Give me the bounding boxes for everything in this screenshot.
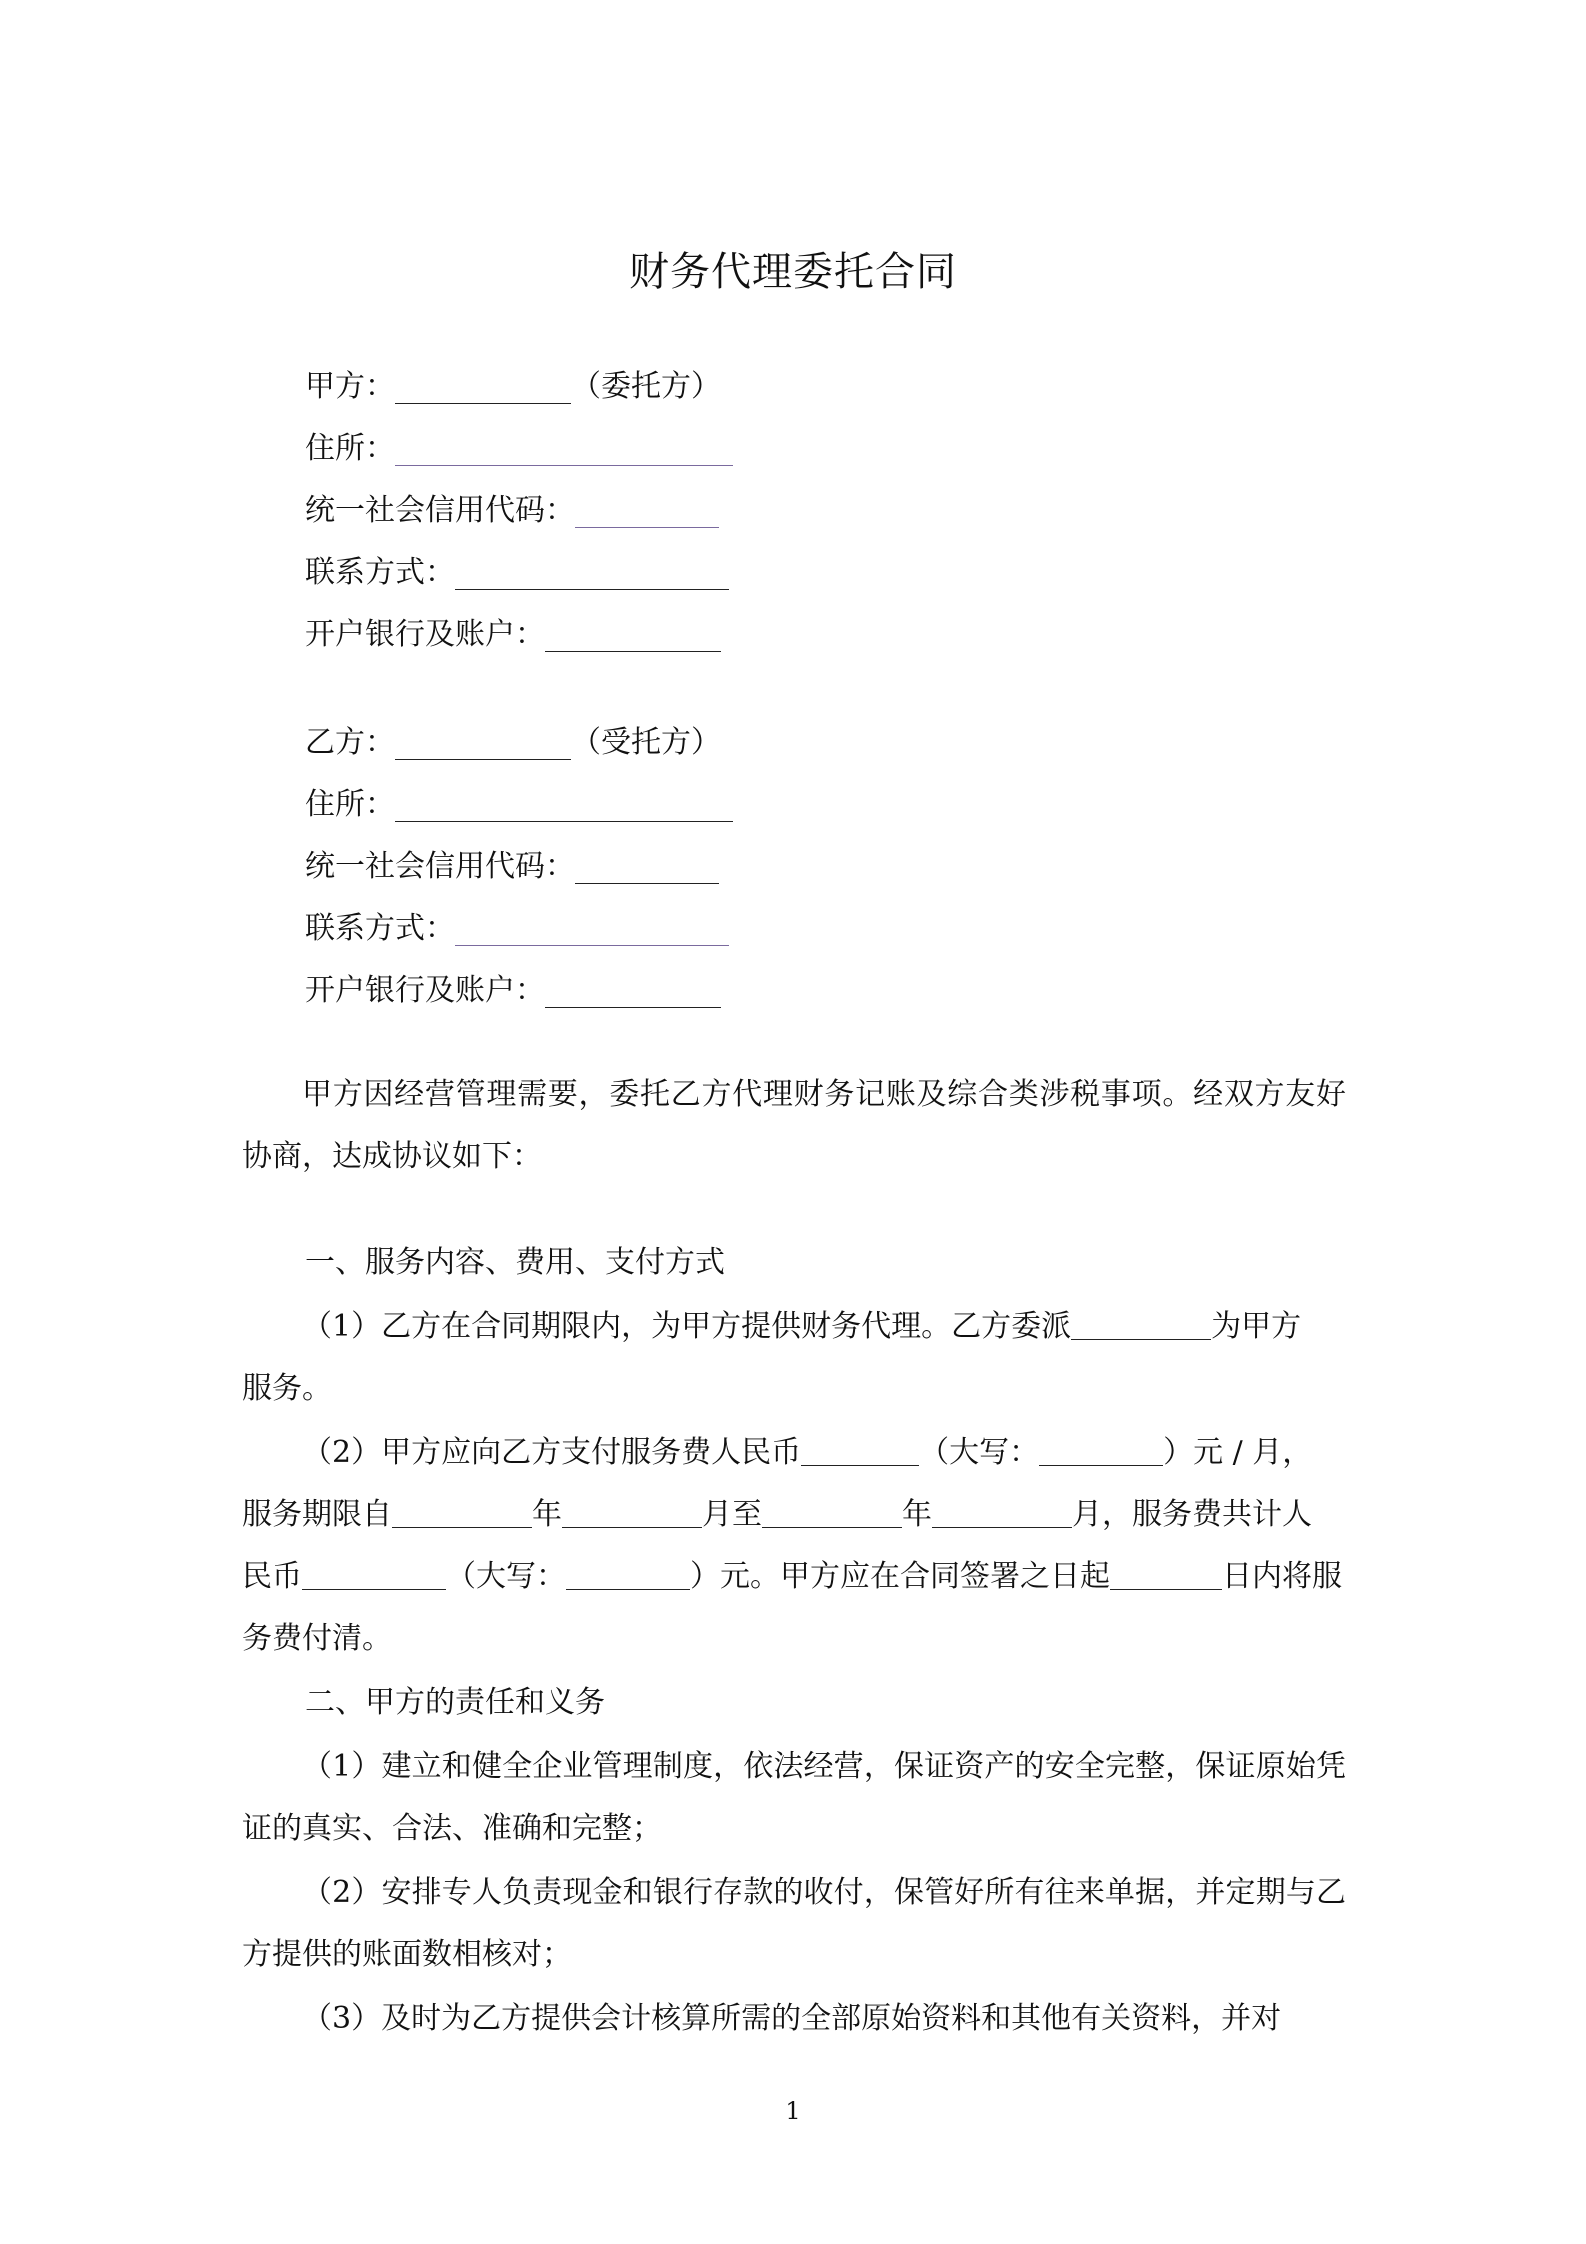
party-b-contact-label: 联系方式： [305, 911, 455, 946]
party-a-credit-code-label: 统一社会信用代码： [305, 493, 575, 528]
contract-title: 财务代理委托合同 [629, 249, 957, 295]
section-2-item-1: （1）建立和健全企业管理制度，依法经营，保证资产的安全完整，保证原始凭证的真实、合法、准确和完整； [242, 1749, 1346, 1846]
payment-deadline-tail: 日内将服 [1222, 1559, 1342, 1594]
start-month-label: 月至 [702, 1497, 762, 1532]
section-2-heading: 二、甲方的责任和义务 [305, 1685, 605, 1720]
party-a-role: （委托方） [571, 369, 721, 404]
party-b-name-blank[interactable] [395, 723, 571, 760]
total-fee-capital-label: （大写： [446, 1559, 566, 1594]
party-b-name-line [305, 718, 721, 768]
party-b-name-label: 乙方： [305, 725, 395, 760]
party-b-credit-code-line [305, 842, 719, 892]
party-a-contact-line [305, 548, 729, 598]
total-fee-text: 月，服务费共计人 [1072, 1497, 1312, 1532]
end-year-blank[interactable] [762, 1493, 902, 1528]
party-b-address-line [305, 780, 733, 830]
currency-text: 民币 [242, 1559, 302, 1594]
party-b-bank-label: 开户银行及账户： [305, 973, 545, 1008]
party-b-role: （受托方） [571, 725, 721, 760]
party-a-credit-code-line [305, 486, 719, 536]
start-year-label: 年 [532, 1497, 562, 1532]
end-year-label: 年 [902, 1497, 932, 1532]
page-number: 1 [785, 2097, 801, 2125]
payment-deadline-text: ）元。甲方应在合同签署之日起 [690, 1559, 1110, 1594]
section-1-item-1-end: 服务。 [242, 1371, 332, 1406]
end-month-blank[interactable] [932, 1493, 1072, 1528]
party-a-name-label: 甲方： [305, 369, 395, 404]
start-year-blank[interactable] [392, 1493, 532, 1528]
section-1-heading: 一、服务内容、费用、支付方式 [305, 1245, 725, 1280]
section-2-item-3: （3）及时为乙方提供会计核算所需的全部原始资料和其他有关资料，并对 [302, 2001, 1282, 2036]
party-b-address-label: 住所： [305, 787, 395, 822]
section-1-item-1-line-1 [242, 1296, 1346, 1358]
party-b-address-blank[interactable] [395, 785, 733, 822]
party-a-name-line [305, 362, 721, 412]
section-1-item-2-line-2 [242, 1484, 1346, 1546]
assigned-staff-blank[interactable] [1071, 1305, 1211, 1340]
fee-capital-label: （大写： [919, 1435, 1040, 1470]
section-1-item-1-text: （1）乙方在合同期限内，为甲方提供财务代理。乙方委派 [302, 1309, 1072, 1344]
payment-days-blank[interactable] [1110, 1555, 1222, 1590]
start-month-blank[interactable] [562, 1493, 702, 1528]
party-b-contact-line [305, 904, 729, 954]
intro-paragraph: 甲方因经营管理需要，委托乙方代理财务记账及综合类涉税事项。经双方友好协商，达成协议如下： [242, 1077, 1346, 1174]
fee-unit-text: ）元 / 月， [1163, 1435, 1313, 1470]
section-1-item-2-end: 务费付清。 [242, 1621, 392, 1656]
total-fee-blank[interactable] [302, 1555, 446, 1590]
section-1-item-2-line-1 [242, 1422, 1346, 1484]
party-a-contact-label: 联系方式： [305, 555, 455, 590]
party-a-address-label: 住所： [305, 431, 395, 466]
party-a-address-blank[interactable] [395, 429, 733, 466]
party-b-bank-line [305, 966, 721, 1016]
party-a-bank-line [305, 610, 721, 660]
section-1-item-1-tail: 为甲方 [1211, 1309, 1302, 1344]
total-fee-capital-blank[interactable] [566, 1555, 690, 1590]
party-a-name-blank[interactable] [395, 367, 571, 404]
section-1-item-2-line-4 [242, 1608, 1346, 1670]
section-1-item-1-line-2 [242, 1358, 1346, 1420]
party-b-bank-blank[interactable] [545, 971, 721, 1008]
fee-text: （2）甲方应向乙方支付服务费人民币 [302, 1435, 802, 1470]
section-1-item-2-line-3 [242, 1546, 1346, 1608]
party-a-bank-blank[interactable] [545, 615, 721, 652]
party-a-address-line [305, 424, 733, 474]
party-a-credit-code-blank[interactable] [575, 491, 719, 528]
party-b-credit-code-label: 统一社会信用代码： [305, 849, 575, 884]
term-text: 服务期限自 [242, 1497, 392, 1532]
monthly-fee-capital-blank[interactable] [1039, 1431, 1163, 1466]
monthly-fee-blank[interactable] [801, 1431, 919, 1466]
party-b-credit-code-blank[interactable] [575, 847, 719, 884]
section-2-item-2: （2）安排专人负责现金和银行存款的收付，保管好所有往来单据，并定期与乙方提供的账面数相核对； [242, 1875, 1346, 1972]
party-b-contact-blank[interactable] [455, 909, 729, 946]
party-a-contact-blank[interactable] [455, 553, 729, 590]
party-a-bank-label: 开户银行及账户： [305, 617, 545, 652]
